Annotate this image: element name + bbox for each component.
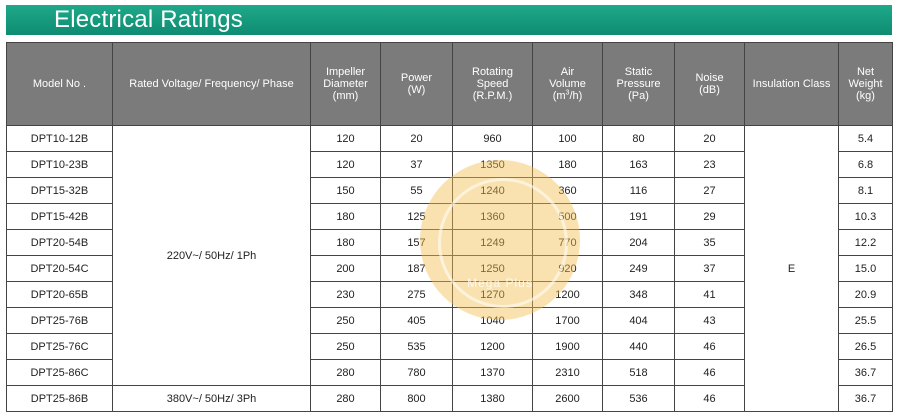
cell-net-weight: 5.4 xyxy=(839,126,893,152)
electrical-ratings-table xyxy=(6,42,893,412)
cell-speed: 1350 xyxy=(453,152,533,178)
cell-pressure: 518 xyxy=(603,360,675,386)
cell-model: DPT25-76C xyxy=(7,334,113,360)
cell-pressure: 204 xyxy=(603,230,675,256)
cell-pressure: 249 xyxy=(603,256,675,282)
column-header-line: Speed xyxy=(476,78,509,90)
cell-speed: 1380 xyxy=(453,386,533,412)
cell-power: 157 xyxy=(381,230,453,256)
column-header-line: Diameter xyxy=(323,78,368,90)
cell-speed: 1370 xyxy=(453,360,533,386)
cell-air-volume: 1900 xyxy=(533,334,603,360)
column-header-impeller-diameter xyxy=(311,43,381,126)
cell-pressure: 348 xyxy=(603,282,675,308)
column-header-noise xyxy=(675,43,745,126)
cell-diameter: 280 xyxy=(311,386,381,412)
cell-air-volume: 2310 xyxy=(533,360,603,386)
column-header-insulation-class xyxy=(745,43,839,126)
cell-net-weight: 36.7 xyxy=(839,386,893,412)
cell-air-volume: 1200 xyxy=(533,282,603,308)
cell-power: 20 xyxy=(381,126,453,152)
cell-noise: 35 xyxy=(675,230,745,256)
watermark-text: Mega Plus xyxy=(467,276,533,290)
column-header-line: Pressure xyxy=(616,78,661,90)
cell-power: 800 xyxy=(381,386,453,412)
cell-net-weight: 15.0 xyxy=(839,256,893,282)
cell-net-weight: 36.7 xyxy=(839,360,893,386)
cell-model: DPT25-86C xyxy=(7,360,113,386)
cell-noise: 23 xyxy=(675,152,745,178)
column-header-line: (W) xyxy=(407,84,426,96)
cell-air-volume: 500 xyxy=(533,204,603,230)
cell-noise: 46 xyxy=(675,386,745,412)
cell-model: DPT20-54B xyxy=(7,230,113,256)
cell-diameter: 150 xyxy=(311,178,381,204)
column-header-line: Static xyxy=(624,66,653,78)
cell-noise: 41 xyxy=(675,282,745,308)
cell-net-weight: 26.5 xyxy=(839,334,893,360)
cell-noise: 46 xyxy=(675,360,745,386)
column-header-line: Model No . xyxy=(32,78,87,90)
column-header-line: Air xyxy=(560,66,575,78)
cell-diameter: 120 xyxy=(311,152,381,178)
cell-speed: 1270 xyxy=(453,282,533,308)
cell-pressure: 536 xyxy=(603,386,675,412)
cell-diameter: 120 xyxy=(311,126,381,152)
cell-diameter: 200 xyxy=(311,256,381,282)
column-header-line: (kg) xyxy=(856,90,875,102)
cell-model: DPT10-12B xyxy=(7,126,113,152)
cell-net-weight: 25.5 xyxy=(839,308,893,334)
column-header-line: Rotating xyxy=(472,66,513,78)
column-header-model-no xyxy=(7,43,113,126)
cell-diameter: 180 xyxy=(311,204,381,230)
air-volume-unit: $(m^3/h)$ xyxy=(552,89,583,102)
cell-power: 535 xyxy=(381,334,453,360)
cell-net-weight: 12.2 xyxy=(839,230,893,256)
cell-air-volume: 770 xyxy=(533,230,603,256)
cell-speed: 1240 xyxy=(453,178,533,204)
cell-pressure: 116 xyxy=(603,178,675,204)
cell-air-volume: 360 xyxy=(533,178,603,204)
column-header-line: Noise xyxy=(695,72,724,84)
cell-air-volume: 1700 xyxy=(533,308,603,334)
column-header-line: (dB) xyxy=(699,84,720,96)
column-header-air-volume xyxy=(533,43,603,126)
cell-speed: 1250 xyxy=(453,256,533,282)
column-header-rated-voltage xyxy=(113,43,311,126)
column-header-power xyxy=(381,43,453,126)
cell-net-weight: 20.9 xyxy=(839,282,893,308)
cell-pressure: 404 xyxy=(603,308,675,334)
cell-noise: 27 xyxy=(675,178,745,204)
cell-power: 55 xyxy=(381,178,453,204)
cell-model: DPT15-32B xyxy=(7,178,113,204)
cell-diameter: 280 xyxy=(311,360,381,386)
column-header-line: Rated Voltage/ Frequency/ Phase xyxy=(129,78,294,90)
column-header-line: (Pa) xyxy=(628,90,649,102)
cell-noise: 20 xyxy=(675,126,745,152)
cell-air-volume: 2600 xyxy=(533,386,603,412)
column-header-line: Insulation Class xyxy=(752,78,831,90)
cell-diameter: 230 xyxy=(311,282,381,308)
section-banner xyxy=(6,5,892,35)
cell-model: DPT10-23B xyxy=(7,152,113,178)
cell-model: DPT20-54C xyxy=(7,256,113,282)
table-row xyxy=(7,126,893,152)
cell-speed: 1360 xyxy=(453,204,533,230)
cell-model: DPT15-42B xyxy=(7,204,113,230)
cell-diameter: 180 xyxy=(311,230,381,256)
cell-power: 275 xyxy=(381,282,453,308)
cell-pressure: 191 xyxy=(603,204,675,230)
cell-air-volume: 180 xyxy=(533,152,603,178)
cell-net-weight: 8.1 xyxy=(839,178,893,204)
column-header-line: (R.P.M.) xyxy=(472,90,513,102)
column-header-net-weight xyxy=(839,43,893,126)
cell-power: 780 xyxy=(381,360,453,386)
cell-rated-voltage: 380V~/ 50Hz/ 3Ph xyxy=(113,386,311,412)
column-header-line: Net xyxy=(856,66,875,78)
cell-power: 37 xyxy=(381,152,453,178)
cell-noise: 43 xyxy=(675,308,745,334)
cell-insulation-class: E xyxy=(745,126,839,412)
cell-speed: 960 xyxy=(453,126,533,152)
cell-speed: 1200 xyxy=(453,334,533,360)
column-header-line: Impeller xyxy=(325,66,366,78)
column-header-static-pressure xyxy=(603,43,675,126)
cell-diameter: 250 xyxy=(311,308,381,334)
column-header-line: (mm) xyxy=(332,90,359,102)
column-header-line: Volume xyxy=(549,78,586,90)
cell-pressure: 80 xyxy=(603,126,675,152)
column-header-line: Power xyxy=(400,72,433,84)
cell-model: DPT25-76B xyxy=(7,308,113,334)
cell-air-volume: 100 xyxy=(533,126,603,152)
cell-power: 125 xyxy=(381,204,453,230)
cell-net-weight: 6.8 xyxy=(839,152,893,178)
table-header-row xyxy=(7,43,893,126)
page-title: Electrical Ratings xyxy=(54,6,244,33)
cell-pressure: 440 xyxy=(603,334,675,360)
cell-air-volume: 920 xyxy=(533,256,603,282)
cell-noise: 37 xyxy=(675,256,745,282)
cell-pressure: 163 xyxy=(603,152,675,178)
cell-power: 405 xyxy=(381,308,453,334)
column-header-line: Weight xyxy=(848,78,883,90)
cell-speed: 1040 xyxy=(453,308,533,334)
cell-diameter: 250 xyxy=(311,334,381,360)
cell-speed: 1249 xyxy=(453,230,533,256)
cell-rated-voltage: 220V~/ 50Hz/ 1Ph xyxy=(113,126,311,386)
cell-power: 187 xyxy=(381,256,453,282)
cell-noise: 29 xyxy=(675,204,745,230)
cell-noise: 46 xyxy=(675,334,745,360)
cell-net-weight: 10.3 xyxy=(839,204,893,230)
cell-model: DPT20-65B xyxy=(7,282,113,308)
column-header-rotating-speed xyxy=(453,43,533,126)
cell-model: DPT25-86B xyxy=(7,386,113,412)
